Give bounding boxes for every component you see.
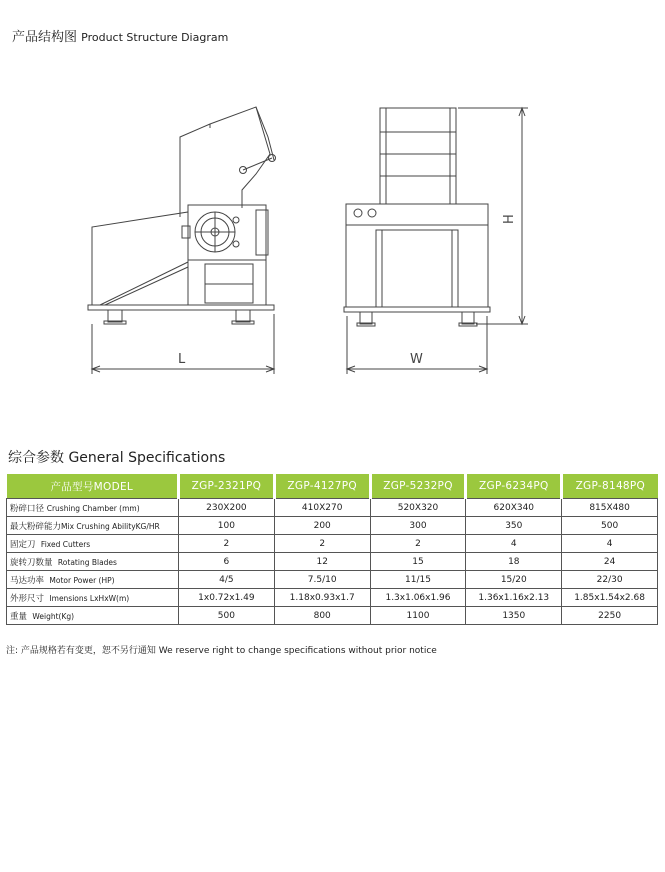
table-cell: 4 [562,535,658,553]
table-cell: 1.85x1.54x2.68 [562,589,658,607]
specifications-title: 综合参数 General Specifications [8,450,226,466]
row-label-en: Weight(Kg) [32,611,75,621]
table-cell: 1.36x1.16x2.13 [466,589,562,607]
header-model-3: ZGP-5232PQ [370,474,466,499]
table-cell: 500 [179,607,275,625]
table-cell: 2 [274,535,370,553]
row-label [7,589,179,607]
table-header-row [7,474,658,499]
row-label [7,517,179,535]
row-label-cn: 外形尺寸 [10,593,45,604]
table-cell: 500 [562,517,658,535]
row-label-en: Fixed Cutters [40,539,91,549]
header-model-2: ZGP-4127PQ [274,474,370,499]
table-cell: 410X270 [274,499,370,517]
table-cell: 230X200 [179,499,275,517]
row-label-en: Imensions LxHxW(m) [49,593,130,603]
table-cell: 1x0.72x1.49 [179,589,275,607]
table-cell: 2 [179,535,275,553]
table-cell: 2 [370,535,466,553]
table-cell: 300 [370,517,466,535]
row-label-cn: 旋转刀数量 [10,557,53,568]
table-cell: 100 [179,517,275,535]
table-cell: 4/5 [179,571,275,589]
table-cell: 2250 [562,607,658,625]
table-row [7,571,658,589]
disclaimer-note: 注: 产品规格若有变更，恕不另行通知 We reserve right to change specifications without prior notice [6,646,437,656]
table-cell: 800 [274,607,370,625]
table-row [7,499,658,517]
header-model-4: ZGP-6234PQ [466,474,562,499]
row-label-en: Rotating Blades [57,557,117,567]
front-view-drawing [344,108,528,374]
table-cell: 1100 [370,607,466,625]
table-cell: 12 [274,553,370,571]
table-cell: 620X340 [466,499,562,517]
table-cell: 11/15 [370,571,466,589]
row-label-cn: 固定刀 [10,539,36,550]
table-cell: 350 [466,517,562,535]
table-cell: 1350 [466,607,562,625]
row-label-cn: 最大粉碎能力 [10,521,62,532]
row-label-en: Motor Power (HP) [49,575,115,585]
row-label-cn: 重量 [10,611,28,622]
header-model: 产品型号MODEL [7,474,179,499]
row-label-en: Mix Crushing AbilityKG/HR [61,521,160,531]
header-model-5: ZGP-8148PQ [562,474,658,499]
table-cell: 200 [274,517,370,535]
table-cell: 4 [466,535,562,553]
table-cell: 15 [370,553,466,571]
row-label-en: Crushing Chamber (mm) [46,503,140,513]
header-model-1: ZGP-2321PQ [179,474,275,499]
table-cell: 22/30 [562,571,658,589]
table-cell: 18 [466,553,562,571]
table-cell: 815X480 [562,499,658,517]
table-cell: 7.5/10 [274,571,370,589]
row-label [7,607,179,625]
dimension-h-label: H [502,214,517,224]
structure-title-cn: 产品结构图 [12,30,78,45]
structure-title-en: Product Structure Diagram [81,31,229,44]
row-label-cn: 马达功率 [10,575,45,586]
table-row [7,589,658,607]
table-cell: 15/20 [466,571,562,589]
table-row [7,553,658,571]
table-cell: 520X320 [370,499,466,517]
table-cell: 1.18x0.93x1.7 [274,589,370,607]
table-row [7,517,658,535]
table-row [7,607,658,625]
dimension-l-label: L [178,352,186,367]
side-view-drawing [88,107,276,374]
table-cell: 6 [179,553,275,571]
table-row [7,535,658,553]
structure-title [12,26,228,45]
row-label-cn: 粉碎口径 [10,503,45,514]
specifications-table [6,474,658,625]
dimension-w-label: W [410,352,423,367]
table-cell: 24 [562,553,658,571]
row-label [7,499,179,517]
row-label [7,553,179,571]
row-label [7,571,179,589]
row-label [7,535,179,553]
table-cell: 1.3x1.06x1.96 [370,589,466,607]
product-structure-diagram [60,92,620,382]
